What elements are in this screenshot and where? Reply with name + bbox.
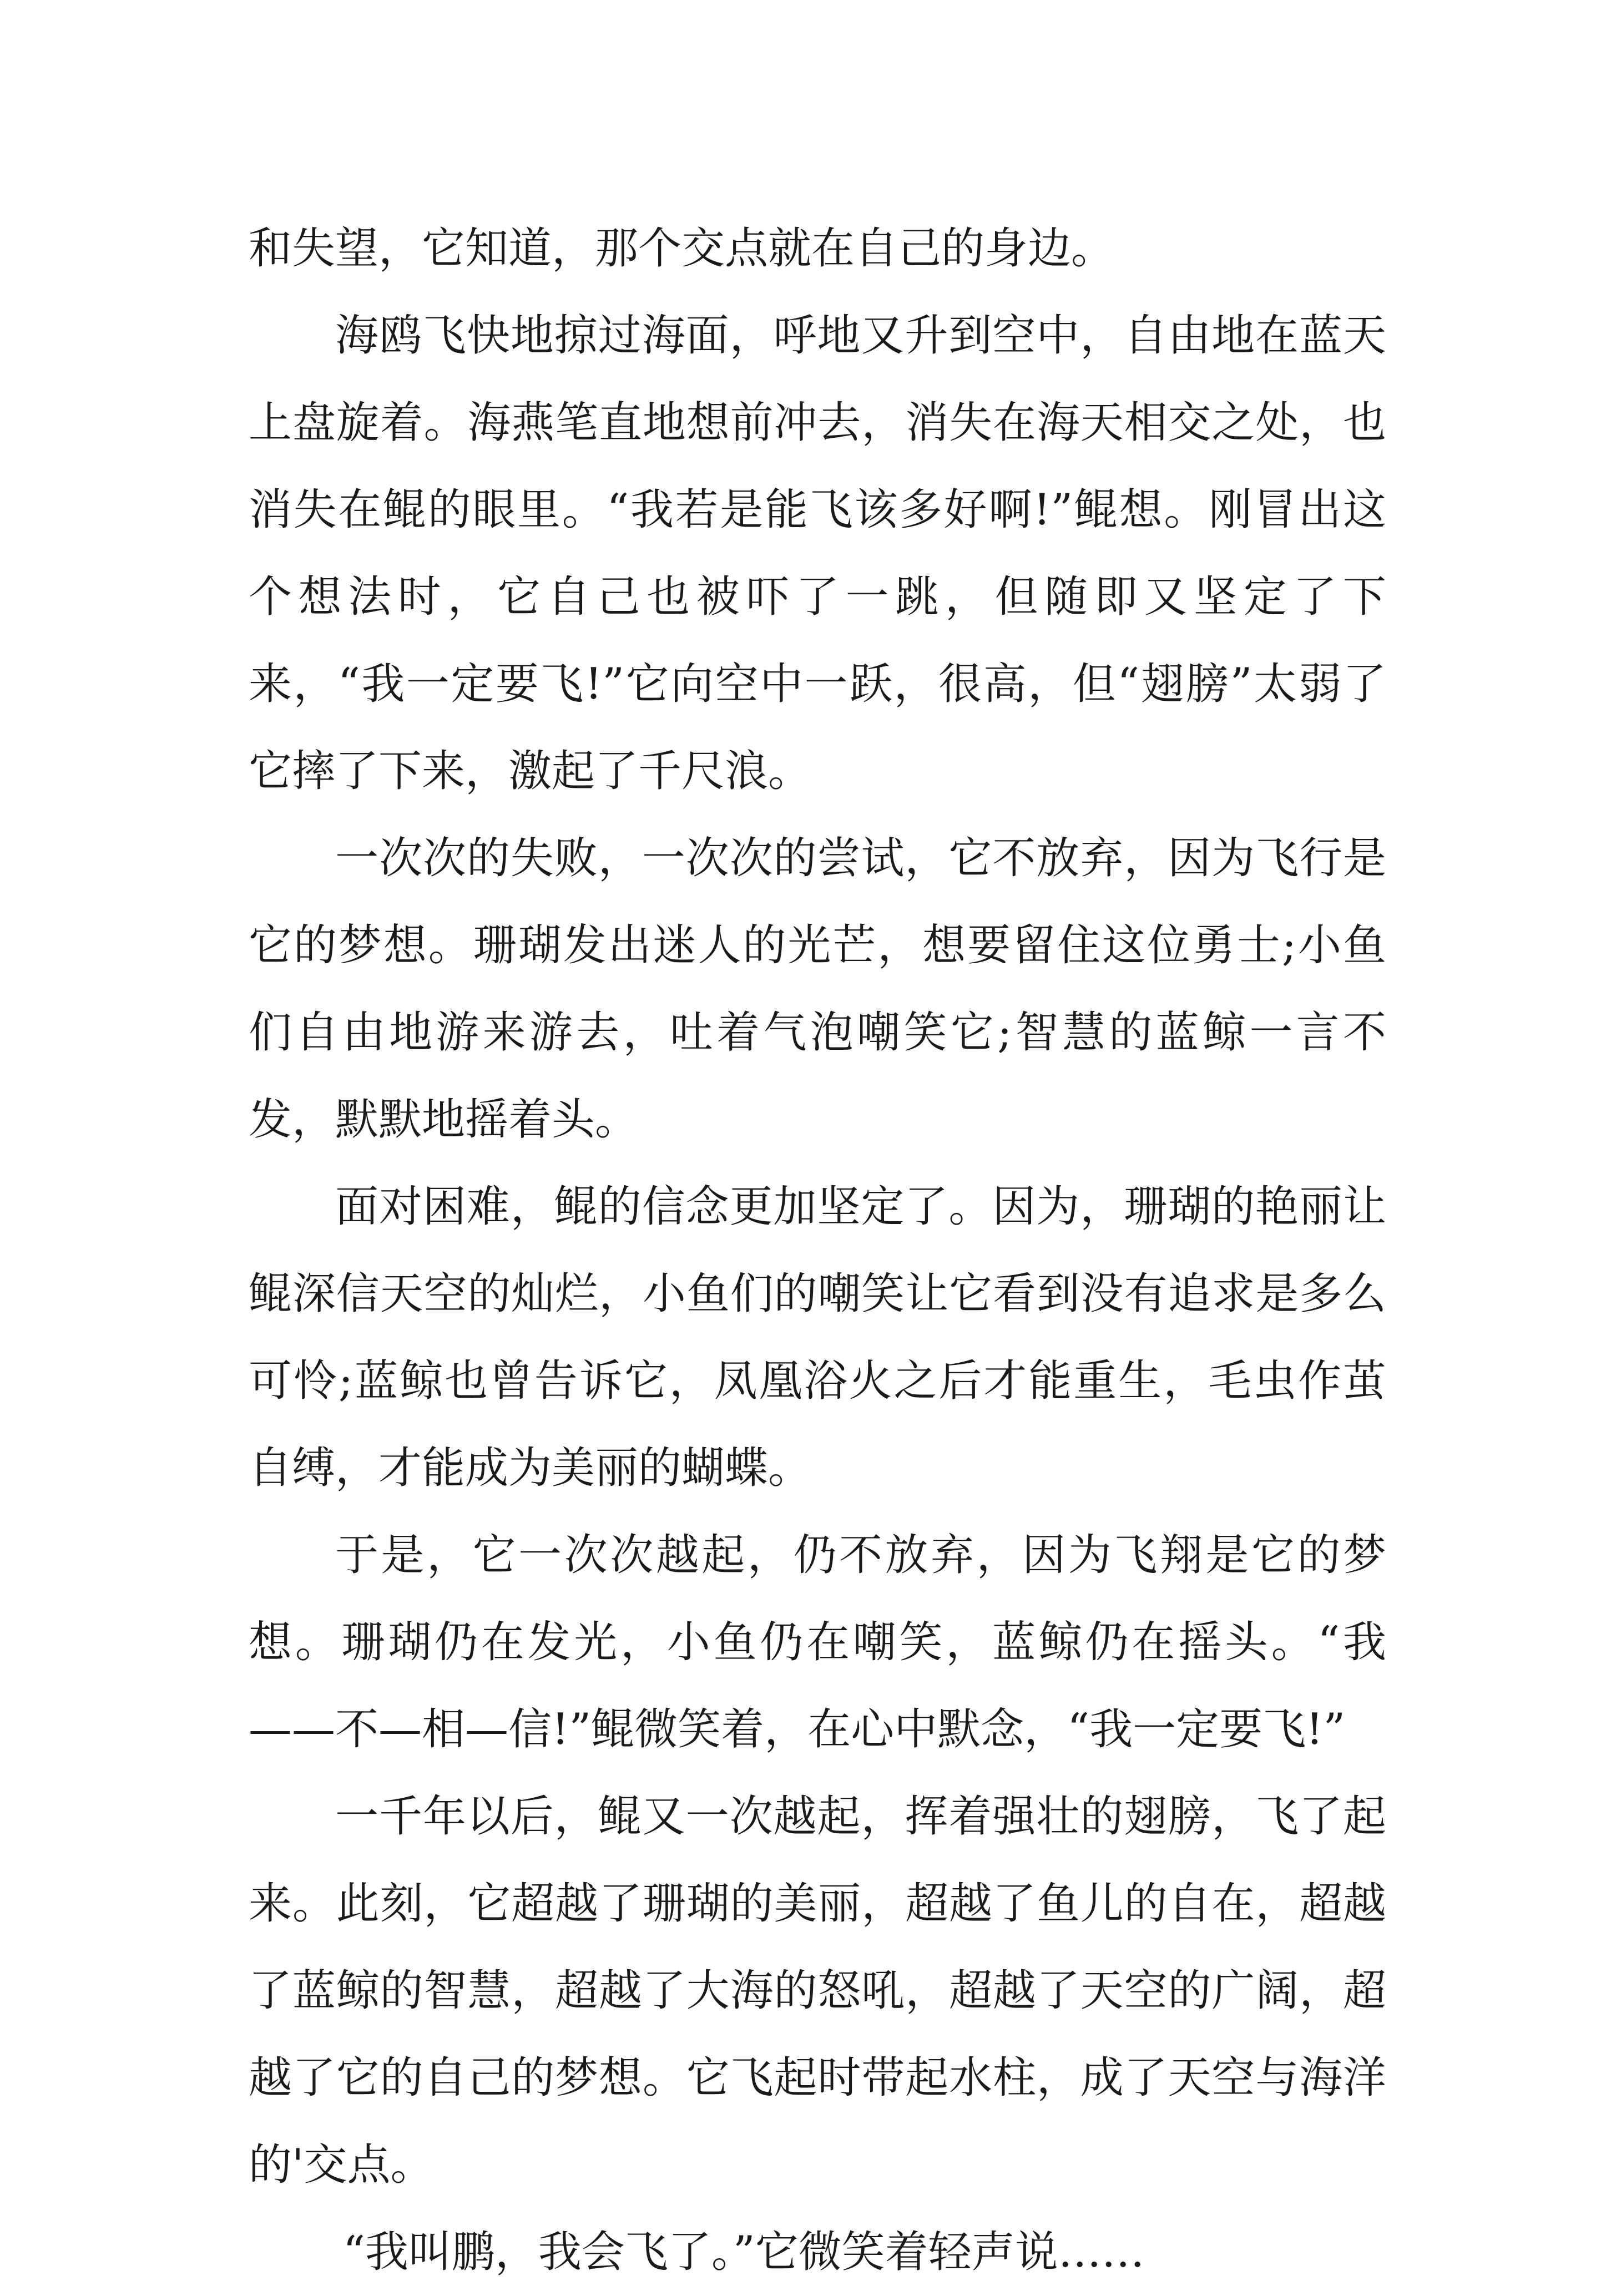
paragraph-persistence: 于是，它一次次越起，仍不放弃，因为飞翔是它的梦想。珊瑚仍在发光，小鱼仍在嘲笑，蓝鲸仍在摇头。“我——不—相—信!”鲲微笑着，在心中默念，“我一定要飞!” <box>249 1530 1386 1754</box>
paragraph-flight: 一千年以后，鲲又一次越起，挥着强壮的翅膀，飞了起来。此刻，它超越了珊瑚的美丽，超越了鱼儿的自在，超越了蓝鲸的智慧，超越了大海的怒吼，超越了天空的广阔，超越了它的自己的梦想。它飞起时带起水柱，成了天空与海洋的'交点。 <box>249 1792 1386 2190</box>
paragraph-seagull: 海鸥飞快地掠过海面，呼地又升到空中，自由地在蓝天上盘旋着。海燕笔直地想前冲去，消失在海天相交之处，也消失在鲲的眼里。“我若是能飞该多好啊!”鲲想。刚冒出这个想法时，它自己也被吓了一跳，但随即又坚定了下来，“我一定要飞!”它向空中一跃，很高，但“翅膀”太弱了它摔了下来，激起了千尺浪。 <box>249 311 1386 796</box>
paragraph-resolve: 面对困难，鲲的信念更加坚定了。因为，珊瑚的艳丽让鲲深信天空的灿烂，小鱼们的嘲笑让它看到没有追求是多么可怜;蓝鲸也曾告诉它，凤凰浴火之后才能重生，毛虫作茧自缚，才能成为美丽的蝴蝶。 <box>249 1182 1386 1493</box>
paragraph-closing: “我叫鹏，我会飞了。”它微笑着轻声说…… <box>343 2227 1145 2277</box>
paragraph-failures: 一次次的失败，一次次的尝试，它不放弃，因为飞行是它的梦想。珊瑚发出迷人的光芒，想要留住这位勇士;小鱼们自由地游来游去，吐着气泡嘲笑它;智慧的蓝鲸一言不发，默默地摇着头。 <box>249 833 1386 1145</box>
document-body <box>249 205 1386 2296</box>
paragraph-continuation: 和失望，它知道，那个交点就在自己的身边。 <box>249 224 1115 274</box>
